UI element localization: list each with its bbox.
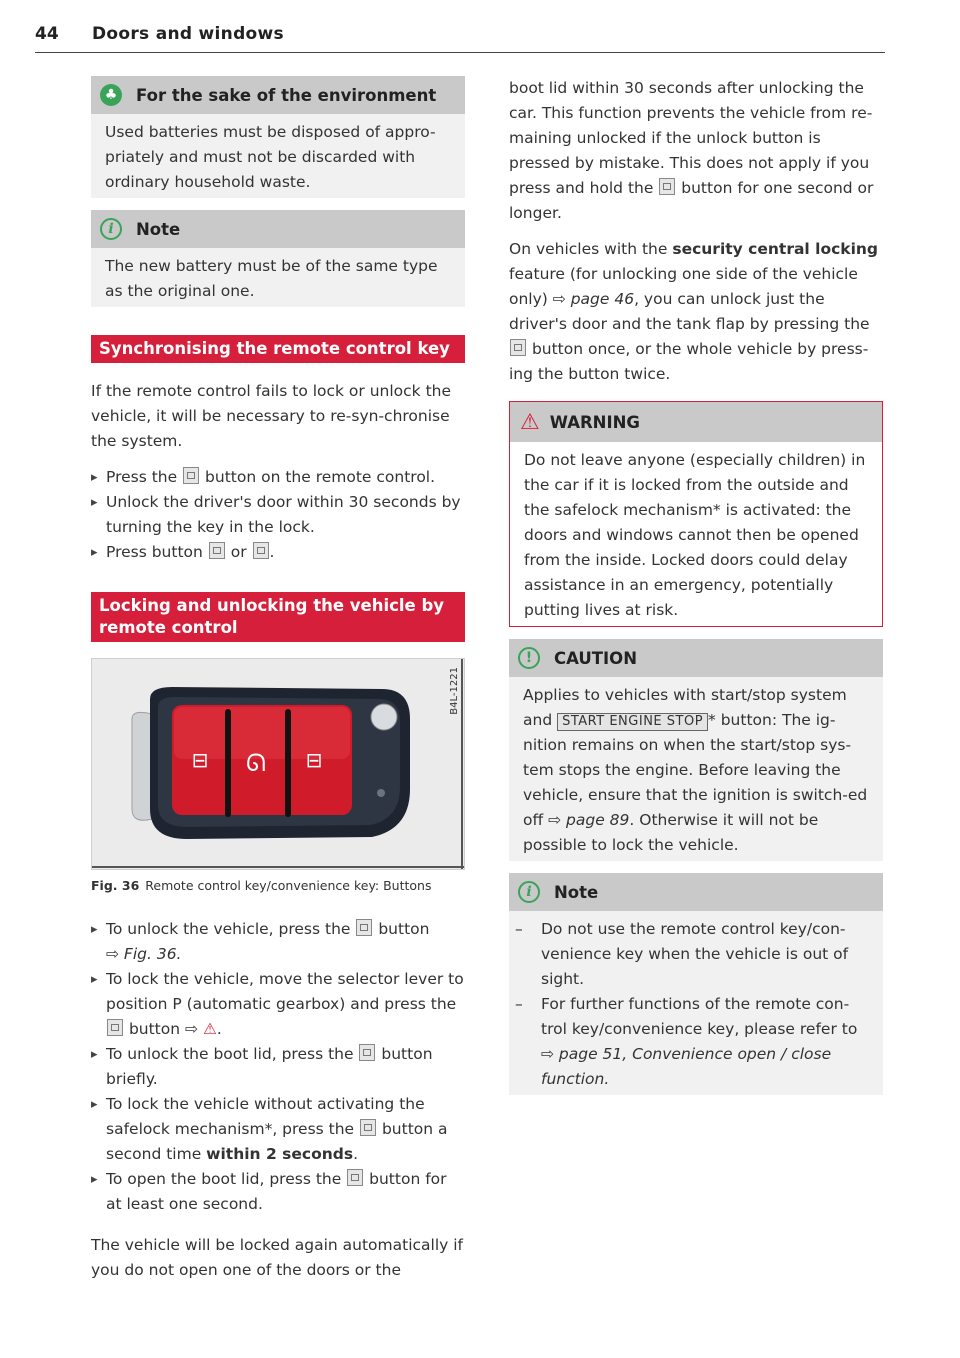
note-box-header bbox=[91, 210, 465, 248]
list-item: – For further functions of the remote con-trol key/convenience key, please refer to ⇨ page 51, Convenience open / close function. bbox=[513, 992, 869, 1092]
page-header bbox=[35, 22, 885, 53]
lock-steps bbox=[91, 917, 465, 1217]
figure-code: B4L-1221 bbox=[449, 667, 460, 715]
boot-lid-paragraph: boot lid within 30 seconds after unlocking the car. This function prevents the vehicle from re-maining unlocked if the unlock button is pressed by mistake. This does not apply if you press and hold the button for one second or longer. bbox=[509, 79, 874, 222]
boot-button-icon bbox=[659, 178, 675, 195]
environment-box bbox=[91, 76, 465, 198]
environment-box-header bbox=[91, 76, 465, 114]
boot-button-icon bbox=[347, 1169, 363, 1186]
note-box bbox=[91, 210, 465, 307]
list-item: ▸ Press button or . bbox=[91, 540, 465, 565]
left-column bbox=[91, 76, 465, 1283]
lock-button-icon bbox=[183, 467, 199, 484]
svg-text:⊟: ⊟ bbox=[305, 748, 323, 772]
lock-heading: Locking and unlocking the vehicle by remote control bbox=[91, 592, 465, 642]
unlock-button-icon bbox=[356, 919, 372, 936]
list-item: ▸ Unlock the driver's door within 30 seconds by turning the key in the lock. bbox=[91, 490, 465, 540]
boot-button-icon bbox=[359, 1044, 375, 1061]
lock-button-icon bbox=[253, 542, 269, 559]
caution-box-text: Applies to vehicles with start/stop system and START ENGINE STOP * button: The ig-nition remains on when the start/stop sys-tem stops the engine. Before leaving the vehicle, ensure that the ignition is switch-ed off ⇨ page 89. Otherwise it will not be possible to lock the vehicle. bbox=[523, 686, 868, 854]
environment-box-text: Used batteries must be disposed of appro-priately and must not be discarded with ordinary household waste. bbox=[105, 123, 436, 191]
list-item: ▸ To unlock the boot lid, press the button briefly. bbox=[91, 1042, 465, 1092]
closing-paragraph: The vehicle will be locked again automatically if you do not open one of the doors or the bbox=[91, 1236, 463, 1279]
info-icon: i bbox=[100, 218, 122, 240]
svg-text:⊟: ⊟ bbox=[191, 748, 209, 772]
info-icon: i bbox=[518, 881, 540, 903]
list-item: ▸ To lock the vehicle, move the selector lever to position P (automatic gearbox) and press the button ⇨ ⚠. bbox=[91, 967, 465, 1042]
sync-steps bbox=[91, 465, 465, 565]
sync-heading: Synchronising the remote control key bbox=[91, 335, 465, 363]
sync-intro: If the remote control fails to lock or unlock the vehicle, it will be necessary to re-syn-chronise the system. bbox=[91, 382, 452, 450]
list-item: ▸ Press the button on the remote control. bbox=[91, 465, 465, 490]
security-locking-paragraph: On vehicles with the security central locking feature (for unlocking one side of the vehicle only) ⇨ page 46, you can unlock just the driver's door and the tank flap by pressing the button once, or the whole vehicle by press-ing the button twice. bbox=[509, 240, 879, 383]
list-item: ▸ To lock the vehicle without activating the safelock mechanism*, press the button a second time within 2 seconds. bbox=[91, 1092, 465, 1167]
warning-triangle-icon: ⚠ bbox=[202, 1020, 217, 1038]
note-box-2-header bbox=[509, 873, 883, 911]
environment-icon: ♣ bbox=[100, 84, 122, 106]
note-box-2 bbox=[509, 873, 883, 1095]
warning-box bbox=[509, 401, 883, 627]
warning-box-header bbox=[510, 402, 882, 442]
right-column bbox=[509, 76, 883, 1095]
lock-button-icon bbox=[107, 1019, 123, 1036]
warning-triangle-icon: ⚠ bbox=[520, 409, 540, 435]
figure-caption: Fig. 36 Remote control key/convenience key: Buttons bbox=[91, 878, 432, 893]
section-title: Doors and windows bbox=[92, 24, 284, 44]
note-box-2-title: Note bbox=[554, 882, 599, 902]
remote-key-illustration bbox=[92, 659, 464, 869]
list-item: ▸ To unlock the vehicle, press the button ⇨ Fig. 36. bbox=[91, 917, 465, 967]
environment-box-title: For the sake of the environment bbox=[136, 85, 437, 105]
list-item: ▸ To open the boot lid, press the button for at least one second. bbox=[91, 1167, 465, 1217]
warning-box-text: Do not leave anyone (especially children) in the car if it is locked from the outside and the safelock mechanism* is activated: the doors and windows cannot then be opened from the inside. Locked doors could delay assistance in an emergency, potentially putting lives at risk. bbox=[524, 451, 866, 619]
unlock-button-icon bbox=[209, 542, 225, 559]
caution-icon: ! bbox=[518, 647, 540, 669]
note-box-text: The new battery must be of the same type as the original one. bbox=[105, 257, 438, 300]
page-number: 44 bbox=[35, 24, 59, 44]
unlock-button-icon bbox=[510, 339, 526, 356]
list-item: – Do not use the remote control key/con-venience key when the vehicle is out of sight. bbox=[513, 917, 869, 992]
caution-box-title: CAUTION bbox=[554, 648, 637, 668]
note-box-title: Note bbox=[136, 219, 181, 239]
caution-box bbox=[509, 639, 883, 861]
caution-box-header bbox=[509, 639, 883, 677]
svg-text:ᘏ: ᘏ bbox=[246, 749, 266, 777]
note-list bbox=[513, 917, 869, 1092]
start-engine-stop-key: START ENGINE STOP bbox=[557, 713, 708, 731]
warning-box-title: WARNING bbox=[549, 412, 640, 432]
lock-button-icon bbox=[360, 1119, 376, 1136]
remote-key-figure bbox=[91, 658, 465, 870]
